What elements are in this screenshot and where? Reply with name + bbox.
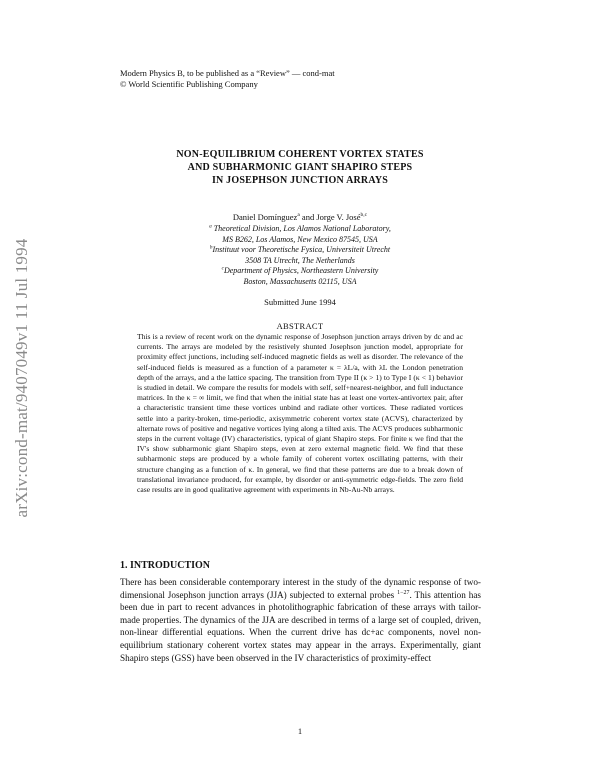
copyright-line: © World Scientific Publishing Company <box>120 79 258 89</box>
affiliation-line <box>120 256 480 267</box>
title-line-1: NON-EQUILIBRIUM COHERENT VORTEX STATES <box>176 149 424 160</box>
affiliation-mark: c <box>221 265 224 272</box>
journal-header <box>120 68 335 90</box>
affiliation-text: Theoretical Division, Los Alamos National Laboratory, <box>213 224 391 233</box>
arxiv-identifier: arXiv:cond-mat/9407049v1 11 Jul 1994 <box>12 238 31 518</box>
affiliation-text: Instituut voor Theoretische Fysica, Universiteit Utrecht <box>212 245 391 254</box>
author-2-mark: b,c <box>360 212 368 219</box>
introduction-paragraph <box>120 576 481 664</box>
submission-date: Submitted June 1994 <box>264 297 336 307</box>
reference-superscript: 1−27 <box>397 589 410 596</box>
author-1: Daniel Domínguez <box>232 212 298 222</box>
author-2: Jorge V. José <box>316 212 361 222</box>
page-number: 1 <box>297 726 303 736</box>
affiliation-text: Department of Physics, Northeastern University <box>223 266 379 275</box>
title-line-2: AND SUBHARMONIC GIANT SHAPIRO STEPS <box>187 162 413 173</box>
intro-text-2: . This attention has been due in part to recent advances in photolithographic fabrication of these arrays with tailor-made properties. The dynamics of the JJA are described in terms of a large set of coupled, driven, non-linear differential equations. When the current drive has dc+ac components, novel non-equilibrium stationary coherent vortex states may appear in the arrays. Experimentally, giant Shapiro steps (GSS) have been observed in the IV characteristics of proximity-effect <box>120 589 481 663</box>
affiliations <box>120 224 480 287</box>
author-line <box>120 212 480 223</box>
affiliation-line <box>120 235 480 246</box>
author-1-mark: a <box>297 212 300 219</box>
affiliation-text: MS B262, Los Alamos, New Mexico 87545, USA <box>222 234 378 244</box>
affiliation-line <box>120 266 480 277</box>
paper-title <box>120 148 480 187</box>
affiliation-mark: b <box>209 244 213 251</box>
affiliation-text: Boston, Massachusetts 02115, USA <box>243 276 357 286</box>
journal-line: Modern Physics B, to be published as a “Review” — cond-mat <box>120 68 335 78</box>
title-line-3: IN JOSEPHSON JUNCTION ARRAYS <box>211 175 389 186</box>
affiliation-line <box>120 224 480 235</box>
affiliation-line <box>120 277 480 288</box>
author-conjunction: and <box>299 212 317 222</box>
intro-text-1: There has been considerable contemporary interest in the study of the dynamic response of two-dimensional Josephson junction arrays (JJA) subjected to external probes <box>120 577 481 600</box>
affiliation-mark: a <box>209 223 212 230</box>
abstract-body: This is a review of recent work on the dynamic response of Josephson junction arrays driven by dc and ac currents. The arrays are modeled by the resistively shunted Josephson junction model, appropriate for proximity effect junctions, including self-induced magnetic fields as well as disorder. The relevance of the self-induced fields is measured as a function of a parameter κ = λL/a, with λL the London penetration depth of the arrays, and a the lattice spacing. The transition from Type II (κ > 1) to Type I (κ < 1) behavior is studied in detail. We compare the results for models with self, self+nearest-neighbor, and full inductance matrices. In the κ = ∞ limit, we find that when the initial state has at least one vortex-antivortex pair, after a characteristic transient time these vortices unbind and radiate other vortices. These radiated vortices settle into a parity-broken, time-periodic, axisymmetric coherent vortex state (ACVS), characterized by alternate rows of positive and negative vortices lying along a tilted axis. The ACVS produces subharmonic steps in the current voltage (IV) characteristics, typical of giant Shapiro steps. For finite κ we find that the IV's show subharmonic giant Shapiro steps, even at zero external magnetic field. We find that these subharmonic steps are produced by a whole family of coherent vortex oscillating patterns, with their structure changing as a function of κ. In general, we find that these patterns are due to a break down of translational invariance produced, for example, by disorder or anti-symmetric edge-fields. The zero field case results are in good qualitative agreement with experiments in Nb-Au-Nb arrays. <box>137 332 463 495</box>
arxiv-stamp <box>4 0 40 776</box>
affiliation-line <box>120 245 480 256</box>
abstract-heading: ABSTRACT <box>276 321 324 331</box>
affiliation-text: 3508 TA Utrecht, The Netherlands <box>245 255 355 265</box>
section-heading: 1. INTRODUCTION <box>120 560 211 571</box>
